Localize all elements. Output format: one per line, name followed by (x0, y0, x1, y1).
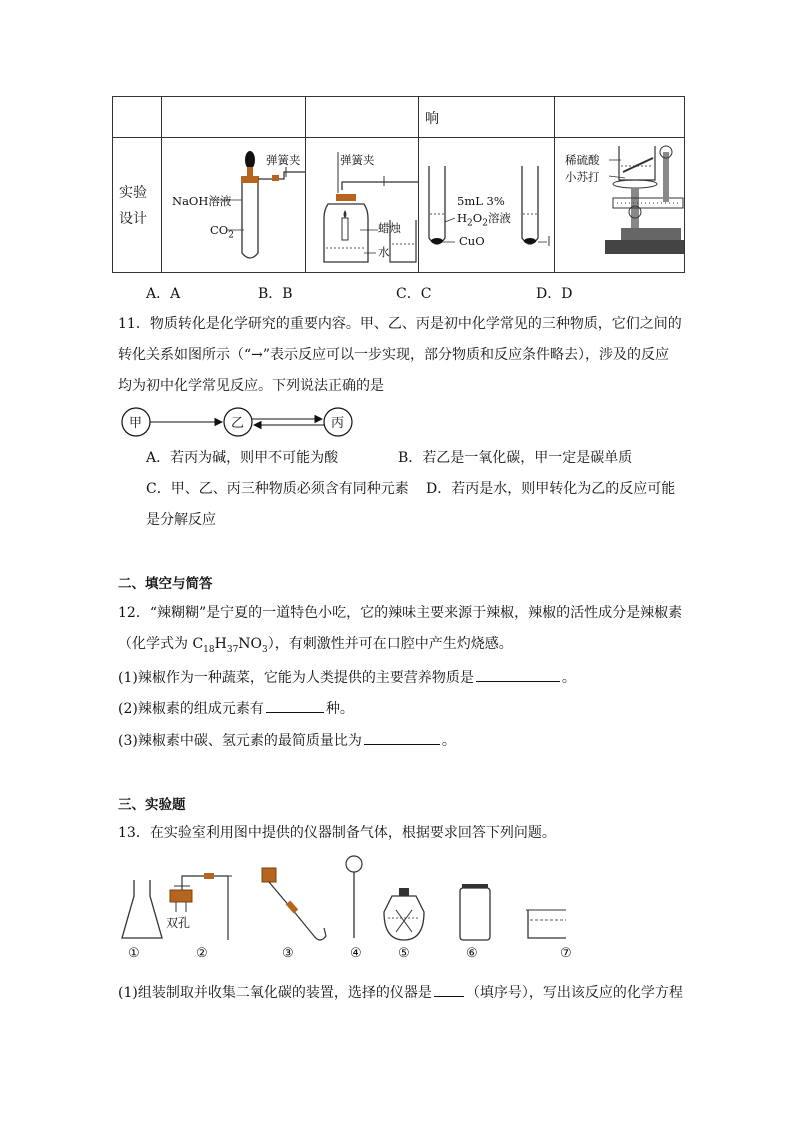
experiment-b-cell (306, 138, 419, 273)
acid-label: 稀硫酸 (565, 153, 600, 167)
apparatus-number: ① (128, 946, 140, 961)
two-hole-label: 双孔 (166, 916, 191, 930)
node-jia: 甲 (129, 416, 143, 431)
apparatus-number: ⑥ (466, 946, 478, 961)
apparatus-number: ⑦ (560, 946, 572, 961)
answer-blank[interactable] (476, 666, 560, 682)
clip-label: 弹簧夹 (266, 153, 301, 167)
node-bing: 丙 (331, 416, 345, 431)
table-header-cell (162, 97, 306, 138)
q11-option-d[interactable]: D．若丙是水，则甲转化为乙的反应可能 (426, 481, 676, 497)
experiment-c-cell (419, 138, 555, 273)
apparatus-number: ⑤ (398, 946, 410, 961)
table-header-cell (419, 97, 555, 138)
q11-line1: 11．物质转化是化学研究的重要内容。甲、乙、丙是初中化学常见的三种物质，它们之间的 (118, 316, 682, 332)
option-a[interactable]: A．A (146, 286, 181, 302)
table-header-cell (555, 97, 685, 138)
option-b[interactable]: B．B (258, 286, 293, 302)
row-label-line1: 实验 (119, 185, 147, 201)
apparatus-number: ③ (282, 946, 294, 961)
cuo-label: CuO (459, 234, 485, 248)
table-header-cell (306, 97, 419, 138)
q11-option-c[interactable]: C．甲、乙、丙三种物质必须含有同种元素 (146, 481, 409, 497)
q13-part1: (1)组装制取并收集二氧化碳的装置，选择的仪器是 （填序号），写出该反应的化学方程 (118, 981, 683, 1003)
node-yi: 乙 (231, 416, 245, 431)
q12-part2: (2)辣椒素的组成元素有 种。 (118, 697, 354, 719)
h2o2-label-line2: $H_2O_2$溶液 (457, 211, 511, 229)
q12-line2: （化学式为 $C_{18}H_{37}NO_3$），有刺激性并可在口腔中产生灼烧感。 (118, 636, 513, 655)
naoh-label: NaOH溶液 (172, 194, 232, 208)
row-label-cell (113, 138, 162, 273)
q13-line1: 13．在实验室利用图中提供的仪器制备气体，根据要求回答下列问题。 (118, 825, 556, 841)
apparatus-row (116, 852, 566, 952)
candle-label: 蜡烛 (378, 221, 401, 235)
experiment-table (112, 96, 685, 273)
baking-soda-label: 小苏打 (565, 170, 600, 184)
h2o2-label-line1: 5mL 3% (457, 194, 505, 208)
section-2-heading: 二、填空与简答 (118, 576, 213, 592)
table-top-text: 响 (425, 111, 439, 127)
water-label: 水 (378, 245, 390, 259)
apparatus-number: ② (196, 946, 208, 961)
section-3-heading: 三、实验题 (118, 797, 186, 813)
apparatus-number: ④ (350, 946, 362, 961)
clip-label: 弹簧夹 (340, 153, 375, 167)
q11-option-d-cont: 是分解反应 (146, 512, 216, 528)
option-d[interactable]: D．D (536, 286, 573, 302)
table-header-cell (113, 97, 162, 138)
option-c[interactable]: C．C (396, 286, 432, 302)
answer-blank[interactable] (434, 981, 464, 997)
q11-line3: 均为初中化学常见反应。下列说法正确的是 (118, 378, 384, 394)
co2-label: $CO_2$ (210, 223, 234, 241)
q11-option-b[interactable]: B．若乙是一氧化碳，甲一定是碳单质 (398, 450, 633, 466)
q12-line1: 12．“辣糊糊”是宁夏的一道特色小吃，它的辣味主要来源于辣椒，辣椒的活性成分是辣椒素 (118, 605, 683, 621)
experiment-a-cell (162, 138, 306, 273)
q12-part1: (1)辣椒作为一种蔬菜，它能为人类提供的主要营养物质是 。 (118, 666, 576, 688)
experiment-d-cell (555, 138, 685, 273)
q12-part3: (3)辣椒素中碳、氢元素的最简质量比为 。 (118, 729, 456, 751)
row-label-line2: 设计 (119, 211, 147, 227)
q11-option-a[interactable]: A．若丙为碱，则甲不可能为酸 (146, 450, 339, 466)
answer-blank[interactable] (364, 729, 440, 745)
q11-line2: 转化关系如图所示（“→”表示反应可以一步实现，部分物质和反应条件略去），涉及的反应 (118, 347, 670, 363)
answer-blank[interactable] (266, 697, 324, 713)
